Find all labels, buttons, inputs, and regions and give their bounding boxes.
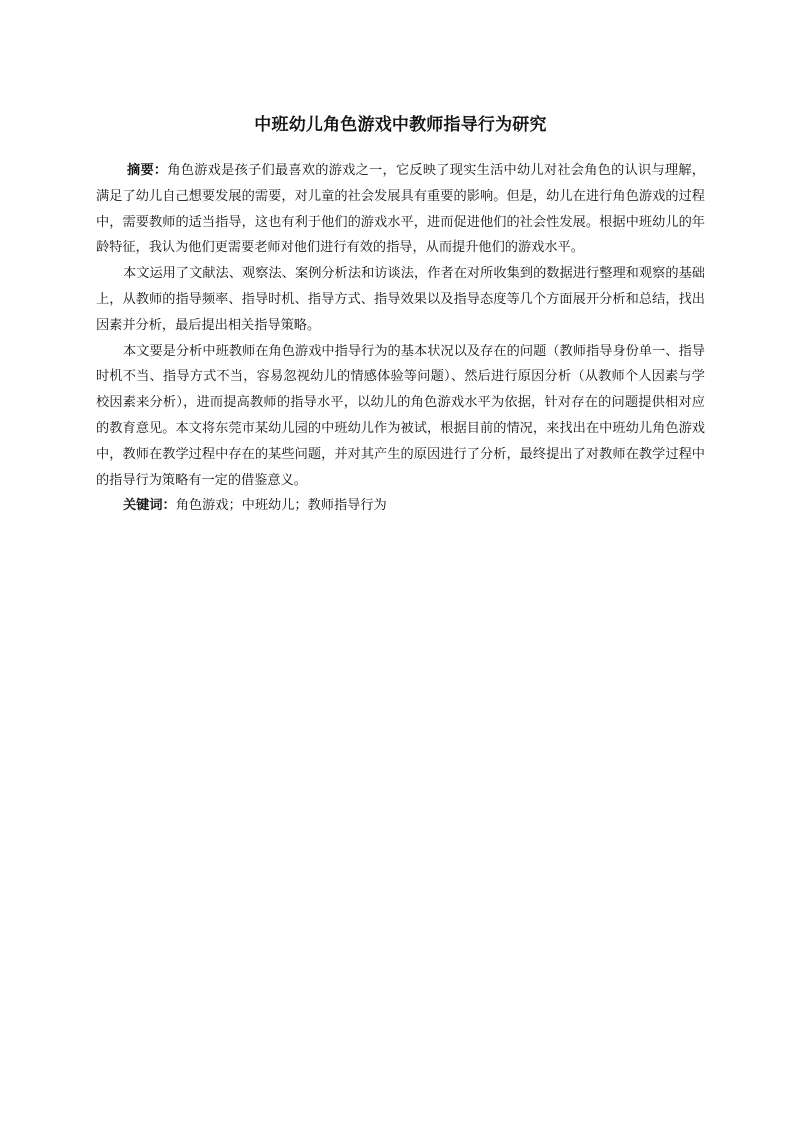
keywords-line bbox=[96, 493, 705, 519]
document-page bbox=[96, 112, 705, 519]
document-title: 中班幼儿角色游戏中教师指导行为研究 bbox=[254, 115, 547, 135]
keywords-label: 关键词： bbox=[123, 498, 176, 514]
abstract-label: 摘要： bbox=[127, 163, 168, 178]
abstract-section bbox=[96, 158, 705, 519]
abstract-text: 角色游戏是孩子们最喜欢的游戏之一，它反映了现实生活中幼儿对社会角色的认识与理解，满足了幼儿自己想要发展的需要，对儿童的社会发展具有重要的影响。但是，幼儿在进行角色游戏的过程中，需要教师的适当指导，这也有利于他们的游戏水平，进而促进他们的社会性发展。根据中班幼儿的年龄特征，我认为他们更需要老师对他们进行有效的指导，从而提升他们的游戏水平。 bbox=[96, 163, 705, 256]
body-paragraph-content: 本文要是分析中班教师在角色游戏中指导行为的基本状况以及存在的问题（教师指导身份单一、指导时机不当、指导方式不当，容易忽视幼儿的情感体验等问题）、然后进行原因分析（从教师个人因素与学校因素来分析），进而提高教师的指导水平，以幼儿的角色游戏水平为依据，针对存在的问题提供相对应的教育意见。本文将东莞市某幼儿园的中班幼儿作为被试，根据目前的情况，来找出在中班幼儿角色游戏中，教师在教学过程中存在的某些问题，并对其产生的原因进行了分析，最终提出了对教师在教学过程中的指导行为策略有一定的借鉴意义。 bbox=[96, 343, 705, 488]
abstract-paragraph bbox=[96, 158, 705, 261]
body-paragraph-methods: 本文运用了文献法、观察法、案例分析法和访谈法，作者在对所收集到的数据进行整理和观察的基础上，从教师的指导频率、指导时机、指导方式、指导效果以及指导态度等几个方面展开分析和总结，找出因素并分析，最后提出相关指导策略。 bbox=[96, 266, 705, 333]
keywords-text: 角色游戏；中班幼儿；教师指导行为 bbox=[175, 498, 387, 514]
